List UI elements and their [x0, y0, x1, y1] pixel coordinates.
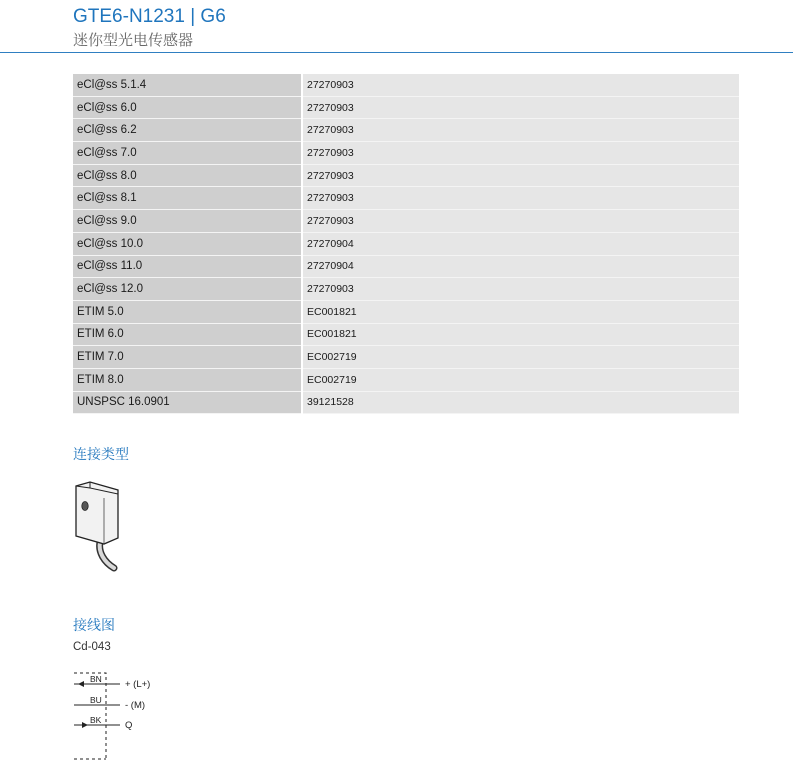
wire-label-bu: - (M)	[125, 700, 146, 711]
row-value: EC001821	[302, 300, 739, 323]
row-key: eCl@ss 11.0	[73, 255, 302, 278]
page-subtitle: 迷你型光电传感器	[73, 32, 194, 49]
row-key: eCl@ss 8.1	[73, 187, 302, 210]
row-value: 27270903	[302, 142, 739, 165]
page-header	[0, 0, 793, 53]
table-row	[73, 187, 739, 210]
table-row	[73, 210, 739, 233]
table-row	[73, 74, 739, 96]
row-key: UNSPSC 16.0901	[73, 391, 302, 414]
wiring-diagram-heading: 接线图	[73, 617, 115, 633]
row-key: eCl@ss 5.1.4	[73, 74, 302, 96]
row-key: eCl@ss 6.2	[73, 119, 302, 142]
row-value: 27270903	[302, 74, 739, 96]
row-key: eCl@ss 12.0	[73, 278, 302, 301]
table-row	[73, 255, 739, 278]
row-value: 27270903	[302, 210, 739, 233]
row-value: 27270904	[302, 255, 739, 278]
row-key: ETIM 5.0	[73, 300, 302, 323]
row-value: 27270904	[302, 232, 739, 255]
wiring-code: Cd-043	[73, 641, 111, 653]
row-key: ETIM 7.0	[73, 346, 302, 369]
wire-label-bn: + (L+)	[125, 679, 151, 690]
row-value: 27270903	[302, 119, 739, 142]
table-row	[73, 346, 739, 369]
table-row	[73, 300, 739, 323]
row-key: ETIM 6.0	[73, 323, 302, 346]
wire-color-bn: BN	[90, 674, 102, 684]
row-key: ETIM 8.0	[73, 368, 302, 391]
row-value: 27270903	[302, 96, 739, 119]
wiring-diagram	[70, 670, 190, 762]
table-row	[73, 278, 739, 301]
table-row	[73, 119, 739, 142]
row-key: eCl@ss 8.0	[73, 164, 302, 187]
row-key: eCl@ss 7.0	[73, 142, 302, 165]
page-title: GTE6-N1231 | G6	[73, 6, 226, 27]
table-row	[73, 391, 739, 414]
table-row	[73, 232, 739, 255]
row-value: 39121528	[302, 391, 739, 414]
row-value: EC002719	[302, 346, 739, 369]
wire-color-bk: BK	[90, 715, 102, 725]
table-row	[73, 142, 739, 165]
row-key: eCl@ss 10.0	[73, 232, 302, 255]
row-value: 27270903	[302, 187, 739, 210]
row-value: EC001821	[302, 323, 739, 346]
row-key: eCl@ss 9.0	[73, 210, 302, 233]
row-value: 27270903	[302, 164, 739, 187]
table-row	[73, 96, 739, 119]
wire-color-bu: BU	[90, 695, 102, 705]
connection-type-heading: 连接类型	[73, 446, 129, 462]
row-value: EC002719	[302, 368, 739, 391]
table-row	[73, 164, 739, 187]
table-row	[73, 323, 739, 346]
row-value: 27270903	[302, 278, 739, 301]
sensor-connection-image	[70, 480, 126, 572]
classification-table	[73, 74, 739, 414]
table-row	[73, 368, 739, 391]
wire-label-bk: Q	[125, 720, 133, 731]
row-key: eCl@ss 6.0	[73, 96, 302, 119]
